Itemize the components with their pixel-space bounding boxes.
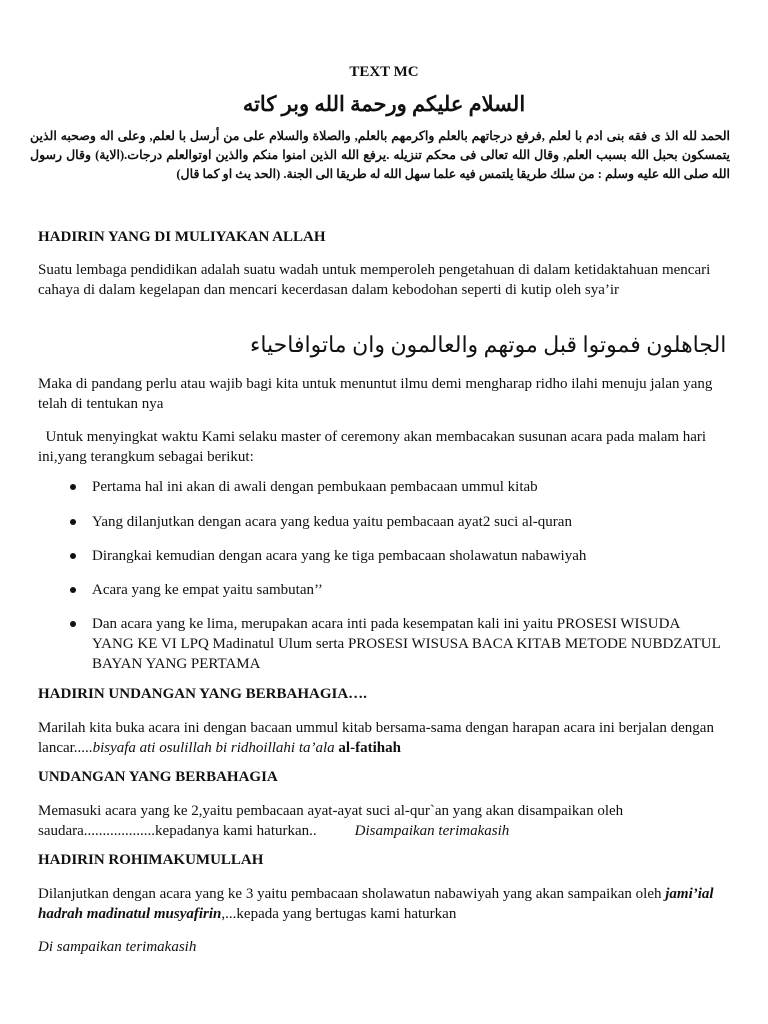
bullet-icon — [70, 621, 76, 627]
document-title: TEXT MC — [349, 64, 419, 80]
list-item-text: Dirangkai kemudian dengan acara yang ke tiga pembacaan sholawatun nabawiyah — [92, 548, 587, 564]
salam-greeting: السلام عليكم ورحمة الله وبر كاته — [242, 92, 526, 116]
list-item-text: Yang dilanjutkan dengan acara yang kedua yaitu pembacaan ayat2 suci al-quran — [92, 514, 572, 530]
list-item-text: Acara yang ke empat yaitu sambutan’’ — [92, 582, 323, 598]
syair-arabic: الجاهلون فموتوا قبل موتهم والعالمون وان ماتوافاحياء — [250, 332, 727, 357]
closing-thanks: Di sampaikan terimakasih — [38, 939, 197, 955]
paragraph-italic: Disampaikan terimakasih — [354, 823, 510, 839]
list-item-text: Dan acara yang ke lima, merupakan acara inti pada kesempatan kali ini yaitu PROSESI WISUDA YANG KE VI LPQ Madinatul Ulum serta PROSESI WISUSA BACA KITAB METODE NUBDZATUL BAYAN YANG PERTAMA — [92, 616, 721, 672]
paragraph-acara-ke-3 — [38, 884, 733, 924]
opening-arabic-text: الحمد لله الذ ى فقه بنى ادم با لعلم ,فرفع درجاتهم بالعلم واكرمهم بالعلم, والصلاة والسلام على من أرسل با لعلم, وعلى اله وصحبه الذين يتمسكون بحبل الله بسبب العلم, وقال الله تعالى فى محكم تنزيله .يرفع الله الذين امنوا منكم والذين اوتوالعلم درجات.(الاية) وقال رسول الله صلى الله عليه وسلم : من سلك طريقا يلتمس فيه علما سهل الله له طريقا الى الجنة. (الحد يث او كما قال) — [30, 129, 730, 181]
heading-undangan: UNDANGAN YANG BERBAHAGIA — [38, 769, 278, 785]
paragraph-menuntut-ilmu: Maka di pandang perlu atau wajib bagi kita untuk menuntut ilmu demi mengharap ridho ilahi menuju jalan yang telah di tentukan nya — [38, 376, 713, 412]
paragraph-text: Memasuki acara yang ke 2,yaitu pembacaan ayat-ayat suci al-qur`an yang akan disampaikan oleh saudara...................kepadanya kami haturkan.. — [38, 803, 624, 839]
paragraph-bold-italic: jami’ial hadrah madinatul musyafirin — [38, 886, 714, 922]
bullet-icon — [70, 587, 76, 593]
heading-hadirin-muliyakan: HADIRIN YANG DI MULIYAKAN ALLAH — [38, 229, 326, 245]
bullet-icon — [70, 553, 76, 559]
list-item-text: Pertama hal ini akan di awali dengan pembukaan pembacaan ummul kitab — [92, 479, 538, 495]
heading-undangan-berbahagia: HADIRIN UNDANGAN YANG BERBAHAGIA…. — [38, 686, 367, 702]
heading-rohimakumullah: HADIRIN ROHIMAKUMULLAH — [38, 852, 264, 868]
paragraph-italic: bisyafa ati osulillah bi ridhoillahi ta’ala — [92, 740, 335, 756]
paragraph-susunan-acara: Untuk menyingkat waktu Kami selaku master of ceremony akan membacakan susunan acara pada malam hari ini,yang terangkum sebagai berikut: — [38, 429, 710, 465]
paragraph-text: Marilah kita buka acara ini dengan bacaan ummul kitab bersama-sama dengan harapan acara ini berjalan dengan lancar..... — [38, 720, 714, 756]
paragraph-acara-ke-2 — [38, 801, 733, 841]
paragraph-text-after: ,...kepada yang bertugas kami haturkan — [221, 906, 457, 922]
paragraph-text: Dilanjutkan dengan acara yang ke 3 yaitu pembacaan sholawatun nabawiyah yang akan sampaikan oleh — [38, 886, 666, 902]
paragraph-lembaga: Suatu lembaga pendidikan adalah suatu wadah untuk memperoleh pengetahuan di dalam ketidaktahuan mencari cahaya di dalam kegelapan dan mencari kecerdasan dalam kebodohan seperti di kutip oleh sya’ir — [38, 262, 711, 298]
bullet-icon — [70, 484, 76, 490]
paragraph-buka-acara — [38, 718, 733, 758]
bullet-icon — [70, 519, 76, 525]
paragraph-bold: al-fatihah — [334, 740, 401, 756]
